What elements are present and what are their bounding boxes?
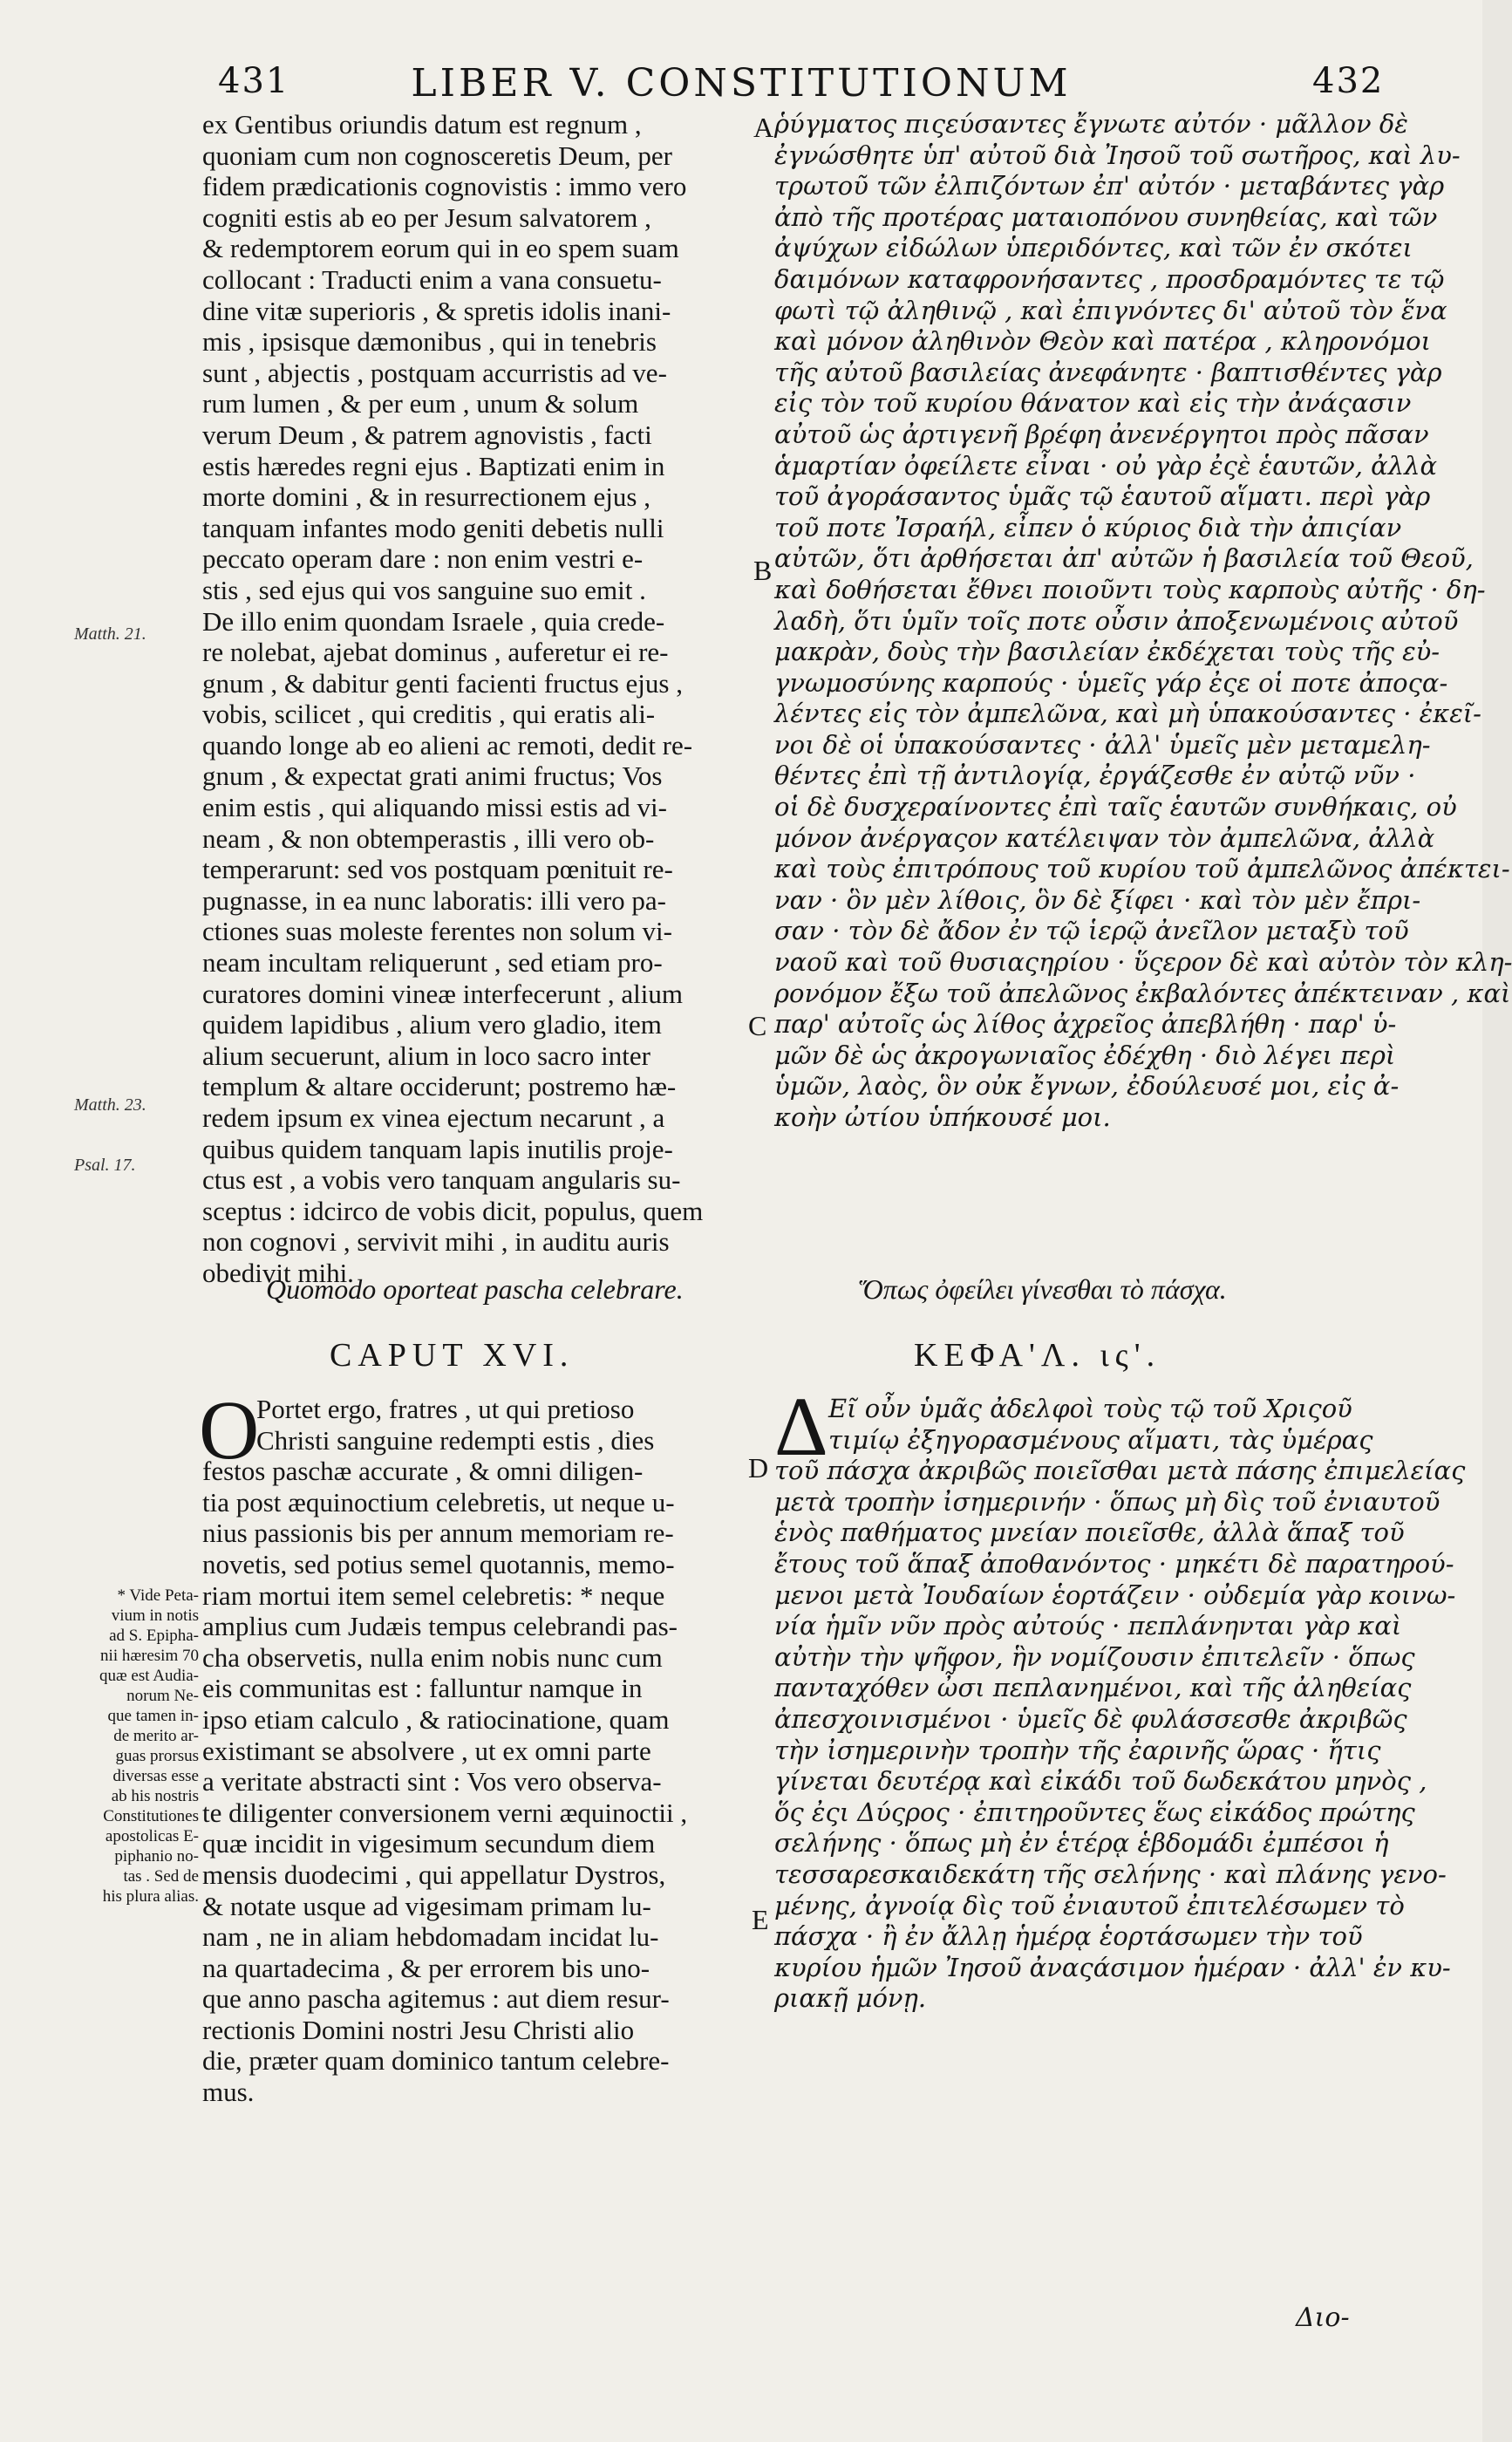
- drop-cap-greek: Δ: [774, 1380, 828, 1473]
- latin-line: ctiones suas moleste ferentes non solum vi-: [202, 916, 672, 947]
- greek-line: ἀπὸ τῆς προτέρας ματαιοπόνου συνηθείας, καὶ τῶν: [774, 201, 1438, 232]
- latin-chapter-line: nius passionis bis per annum memoriam re-: [202, 1518, 674, 1549]
- latin-line: verum Deum , & patrem agnovistis , facti: [202, 419, 652, 450]
- greek-line: δαιμόνων καταφρονήσαντες , προσδραμόντες τε τῷ: [774, 263, 1445, 294]
- greek-line: νοι δὲ οἱ ὑπακούσαντες · ἀλλ' ὑμεῖς μὲν μεταμελη-: [774, 729, 1431, 760]
- footnote-line: de merito ar-: [113, 1727, 199, 1745]
- subtitle-greek: Ὅπως ὀφείλει γίνεσθαι τὸ πάσχα.: [859, 1273, 1227, 1305]
- latin-line: morte domini , & in resurrectionem ejus ,: [202, 481, 650, 513]
- greek-chapter-line: αὐτὴν τὴν ψῆφον, ἣν νομίζουσιν ἐπιτελεῖν · ὅπως: [774, 1641, 1415, 1672]
- latin-line: quibus quidem tanquam lapis inutilis proje-: [202, 1133, 673, 1164]
- latin-chapter-line: tia post æquinoctium celebretis, ut neque u-: [202, 1486, 675, 1518]
- latin-line: curatores domini vineæ interfecerunt , alium: [202, 978, 683, 1009]
- latin-line: quidem lapidibus , alium vero gladio, item: [202, 1009, 662, 1040]
- latin-chapter-line: Christi sanguine redempti estis , dies: [256, 1424, 655, 1456]
- greek-chapter-line: μένης, ἀγνοίᾳ δὶς τοῦ ἐνιαυτοῦ ἐπιτελέσωμεν τὸ: [774, 1890, 1405, 1920]
- footnote-line: nii hæresim 70: [100, 1647, 199, 1665]
- greek-column: [774, 109, 1512, 1134]
- section-marker-e: E: [752, 1904, 769, 1935]
- latin-column: [202, 109, 752, 1289]
- greek-line: μακρὰν, δοὺς τὴν βασιλείαν ἐκδέχεται τοὺς τῆς εὐ-: [774, 637, 1440, 667]
- footnote-line: quæ est Audia-: [99, 1667, 199, 1685]
- latin-line: enim estis , qui aliquando missi estis ad vi-: [202, 792, 667, 823]
- greek-line: ναν · ὃν μὲν λίθοις, ὃν δὲ ξίφει · καὶ τὸν μὲν ἔπρι-: [774, 884, 1421, 915]
- latin-line: collocant : Traducti enim a vana consuetu-: [202, 263, 662, 295]
- footnote-line: * Vide Peta-: [117, 1586, 199, 1605]
- greek-chapter-line: νία ἡμῖν νῦν πρὸς αὐτούς · πεπλάνηνται γὰρ καὶ: [774, 1611, 1402, 1641]
- latin-line: De illo enim quondam Israele , quia crede-: [202, 605, 665, 637]
- greek-chapter-line: σελήνης · ὅπως μὴ ἐν ἑτέρᾳ ἑβδομάδι ἐμπέσοι ἡ: [774, 1828, 1389, 1859]
- greek-line: λαδὴ, ὅτι ὑμῖν τοῖς ποτε οὖσιν ἀποξενωμένοις αὐτοῦ: [774, 605, 1459, 636]
- latin-line: tanquam infantes modo geniti debetis nulli: [202, 512, 664, 543]
- latin-line: dine vitæ superioris , & spretis idolis inani-: [202, 295, 671, 326]
- latin-line: neam incultam reliquerunt , sed etiam pro-: [202, 947, 663, 979]
- greek-line: καὶ τοὺς ἐπιτρόπους τοῦ κυρίου τοῦ ἀμπελῶνος ἀπέκτει-: [774, 854, 1510, 884]
- greek-line: θέντες ἐπὶ τῇ ἀντιλογίᾳ, ἐργάζεσθε ἐν αὐτῷ νῦν ·: [774, 761, 1416, 791]
- latin-chapter-line: ipso etiam calculo , & ratiocinatione, quam: [202, 1703, 670, 1735]
- latin-chapter-line: mensis duodecimi , qui appellatur Dystros,: [202, 1859, 666, 1890]
- footnote-line: vium in notis: [111, 1606, 199, 1625]
- latin-chapter-line: rectionis Domini nostri Jesu Christi alio: [202, 2014, 635, 2045]
- greek-chapter-line: ἔτους τοῦ ἅπαξ ἀποθανόντος · μηκέτι δὲ παρατηρού-: [774, 1548, 1454, 1579]
- latin-line: non cognovi , servivit mihi , in auditu auris: [202, 1226, 670, 1258]
- greek-line: ῥύγματος πιςεύσαντες ἔγνωτε αὐτόν · μᾶλλον δὲ: [774, 109, 1408, 139]
- latin-line: peccato operam dare : non enim vestri e-: [202, 543, 644, 575]
- latin-line: alium secuerunt, alium in loco sacro inter: [202, 1040, 650, 1071]
- margin-ref-matth-23: Matth. 23.: [74, 1095, 146, 1115]
- latin-chapter-line: na quartadecima , & per errorem bis uno-: [202, 1952, 650, 1983]
- latin-line: obedivit mihi.: [202, 1257, 354, 1288]
- latin-chapter-line: & notate usque ad vigesimam primam lu-: [202, 1890, 651, 1921]
- latin-line: mis , ipsisque dæmonibus , qui in tenebris: [202, 326, 657, 358]
- footnote-line: apostolicas E-: [105, 1827, 199, 1845]
- latin-chapter-line: nam , ne in aliam hebdomadam incidat lu-: [202, 1921, 659, 1953]
- latin-line: ex Gentibus oriundis datum est regnum ,: [202, 109, 642, 140]
- latin-chapter-line: eis communitas est : falluntur namque in: [202, 1673, 643, 1704]
- latin-line: pugnasse, in ea nunc laboratis: illi vero pa-: [202, 884, 667, 916]
- latin-chapter-line: que anno pascha agitemus : aut diem resur-: [202, 1983, 670, 2015]
- greek-line: ἁμαρτίαν ὀφείλετε εἶναι · οὐ γὰρ ἐςὲ ἑαυτῶν, ἀλλὰ: [774, 450, 1438, 481]
- greek-line: τρωτοῦ τῶν ἐλπιζόντων ἐπ' αὐτόν · μεταβάντες γὰρ: [774, 171, 1445, 201]
- greek-line: καὶ μόνον ἀληθινὸν Θεὸν καὶ πατέρα , κληρονόμοι: [774, 326, 1431, 357]
- footnote-line: que tamen in-: [107, 1707, 199, 1725]
- latin-line: templum & altare occiderunt; postremo hæ-: [202, 1071, 677, 1102]
- latin-line: sunt , abjectis , postquam accurristis ad ve-: [202, 357, 667, 388]
- footnote-line: norum Ne-: [126, 1687, 199, 1705]
- latin-chapter-line: quæ incidit in vigesimum secundum diem: [202, 1828, 656, 1859]
- greek-line: ναοῦ καὶ τοῦ θυσιαςηρίου · ὕςερον δὲ καὶ αὐτὸν τὸν κλη-: [774, 947, 1512, 978]
- section-marker-a: A: [753, 112, 774, 143]
- greek-line: ρονόμον ἔξω τοῦ ἀπελῶνος ἐκβαλόντες ἀπέκτειναν , καὶ: [774, 978, 1511, 1008]
- latin-chapter-line: te diligenter conversionem verni æquinoctii ,: [202, 1797, 688, 1828]
- latin-chapter-line: novetis, sed potius semel quotannis, memo-: [202, 1548, 675, 1579]
- latin-line: quoniam cum non cognosceretis Deum, per: [202, 140, 672, 171]
- latin-chapter-line: mus.: [202, 2077, 255, 2108]
- footnote-line: tas . Sed de: [123, 1867, 199, 1886]
- greek-chapter-line: τὴν ἰσημερινὴν τροπὴν τῆς ἐαρινῆς ὥρας · ἥτις: [774, 1735, 1381, 1765]
- latin-line: quando longe ab eo alieni ac remoti, dedit re-: [202, 729, 693, 761]
- latin-chapter-line: amplius cum Judæis tempus celebrandi pas-: [202, 1611, 678, 1642]
- section-marker-b: B: [753, 555, 773, 586]
- greek-line: ἀψύχων εἰδώλων ὑπεριδόντες, καὶ τῶν ἐν σκότει: [774, 233, 1413, 263]
- greek-line: τῆς αὐτοῦ βασιλείας ἀνεφάνητε · βαπτισθέντες γὰρ: [774, 357, 1442, 387]
- catchword: Διο-: [1296, 2302, 1350, 2333]
- drop-cap-latin: O: [199, 1383, 260, 1477]
- latin-chapter-line: die, præter quam dominico tantum celebre-: [202, 2045, 670, 2077]
- latin-line: gnum , & expectat grati animi fructus; Vos: [202, 761, 663, 792]
- greek-line: οἱ δὲ δυσχεραίνοντες ἐπὶ ταῖς ἑαυτῶν συνθήκαις, οὐ: [774, 792, 1457, 822]
- latin-line: fidem prædicationis cognovistis : immo vero: [202, 171, 687, 202]
- greek-chapter-line: Εῖ οὖν ὑμᾶς ἀδελφοὶ τοὺς τῷ τοῦ Χριςοῦ: [828, 1394, 1352, 1423]
- greek-chapter-line: ὅς ἐςι Δύςρος · ἐπιτηροῦντες ἕως εἰκάδος πρώτης: [774, 1797, 1415, 1827]
- greek-line: αὐτοῦ ὡς ἀρτιγενῆ βρέφη ἀνενέργητοι πρὸς πᾶσαν: [774, 419, 1429, 449]
- greek-chapter-line: μενοι μετὰ Ἰουδαίων ἑορτάζειν · οὐδεμία γὰρ κοινω-: [774, 1579, 1456, 1610]
- greek-chapter-line: πάσχα · ἢ ἐν ἄλλῃ ἡμέρᾳ ἑορτάσωμεν τὴν τοῦ: [774, 1921, 1363, 1952]
- latin-chapter-line: riam mortui item semel celebretis: * neque: [202, 1579, 665, 1611]
- greek-line: ἐγνώσθητε ὑπ' αὐτοῦ διὰ Ἰησοῦ τοῦ σωτῆρος, καὶ λυ-: [774, 140, 1461, 170]
- greek-line: μόνον ἀνέργαςον κατέλειψαν τὸν ἀμπελῶνα, ἀλλὰ: [774, 822, 1435, 853]
- margin-ref-matth-21: Matth. 21.: [74, 624, 146, 644]
- latin-line: gnum , & dabitur genti facienti fructus ejus ,: [202, 667, 683, 699]
- latin-line: temperarunt: sed vos postquam pœnituit re-: [202, 854, 673, 885]
- greek-line: τοῦ ἀγοράσαντος ὑμᾶς τῷ ἑαυτοῦ αἵματι. περὶ γὰρ: [774, 481, 1431, 512]
- latin-line: cogniti estis ab eo per Jesum salvatorem ,: [202, 201, 651, 233]
- latin-chapter-line: cha observetis, nulla enim nobis nunc cum: [202, 1641, 663, 1673]
- greek-line: ὑμῶν, λαὸς, ὃν οὐκ ἔγνων, ἐδούλευσέ μοι, εἰς ἀ-: [774, 1071, 1400, 1102]
- page-number-right: 432: [1312, 61, 1385, 101]
- greek-chapter-line: ριακῇ μόνῃ.: [774, 1983, 927, 2014]
- greek-line: αὐτῶν, ὅτι ἀρθήσεται ἀπ' αὐτῶν ἡ βασιλεία τοῦ Θεοῦ,: [774, 543, 1474, 574]
- greek-line: λέντες εἰς τὸν ἀμπελῶνα, καὶ μὴ ὑπακούσαντες · ἐκεῖ-: [774, 699, 1481, 729]
- running-head: LIBER V. CONSTITUTIONUM: [411, 61, 1072, 106]
- greek-line: κοὴν ὠτίου ὑπήκουσέ μοι.: [774, 1102, 1111, 1132]
- latin-line: & redemptorem eorum qui in eo spem suam: [202, 233, 679, 264]
- section-marker-c: C: [748, 1010, 767, 1041]
- latin-line: sceptus : idcirco de vobis dicit, populus, quem: [202, 1195, 704, 1226]
- greek-chapter-line: ἀπεσχοινισμένοι · ὑμεῖς δὲ φυλάσσεσθε ἀκριβῶς: [774, 1703, 1407, 1734]
- latin-line: vobis, scilicet , qui creditis , qui eratis ali-: [202, 699, 656, 730]
- footnote-line: his plura alias.: [102, 1887, 199, 1906]
- latin-line: neam , & non obtemperastis , illi vero ob-: [202, 822, 655, 854]
- chapter-heading-greek: ΚΕΦΑ'Λ. ις'.: [914, 1337, 1161, 1374]
- latin-line: rum lumen , & per eum , unum & solum: [202, 388, 639, 420]
- latin-line: stis , sed ejus qui vos sanguine suo emit .: [202, 574, 646, 605]
- greek-chapter-line: τοῦ πάσχα ἀκριβῶς ποιεῖσθαι μετὰ πάσης ἐπιμελείας: [774, 1456, 1466, 1486]
- latin-line: redem ipsum ex vinea ejectum necarunt , a: [202, 1102, 665, 1133]
- page-number-left: 431: [218, 61, 290, 101]
- greek-line: παρ' αὐτοῖς ὡς λίθος ἀχρεῖος ἀπεβλήθη · παρ' ὑ-: [774, 1009, 1397, 1040]
- greek-line: σαν · τὸν δὲ ἄδον ἐν τῷ ἱερῷ ἀνεῖλον μεταξὺ τοῦ: [774, 916, 1409, 946]
- latin-chapter-text: [202, 1394, 752, 2108]
- latin-chapter-line: a veritate abstracti sint : Vos vero observa-: [202, 1766, 662, 1797]
- latin-chapter-line: Portet ergo, fratres , ut qui pretioso: [256, 1394, 635, 1424]
- latin-line: ctus est , a vobis vero tanquam angularis su-: [202, 1164, 681, 1196]
- latin-chapter-line: festos paschæ accurate , & omni diligen-: [202, 1456, 644, 1487]
- greek-line: μῶν δὲ ὡς ἀκρογωνιαῖος ἐδέχθη · διὸ λέγει περὶ: [774, 1040, 1396, 1070]
- subtitle-latin: Quomodo oporteat pascha celebrare.: [266, 1273, 684, 1305]
- greek-chapter-line: γίνεται δευτέρᾳ καὶ εἰκάδι τοῦ δωδεκάτου μηνὸς ,: [774, 1766, 1427, 1797]
- footnote-line: ad S. Epipha-: [109, 1627, 199, 1645]
- greek-chapter-line: τεσσαρεσκαιδεκάτη τῆς σελήνης · καὶ πλάνης γενο-: [774, 1859, 1447, 1889]
- margin-ref-psal-17: Psal. 17.: [74, 1156, 136, 1175]
- greek-chapter-line: μετὰ τροπὴν ἰσημερινήν · ὅπως μὴ δὶς τοῦ ἐνιαυτοῦ: [774, 1486, 1440, 1517]
- footnote-line: ab his nostris: [111, 1787, 199, 1805]
- greek-chapter-line: τιμίῳ ἐξηγορασμένους αἵματι, τὰς ὑμέρας: [828, 1424, 1373, 1455]
- section-marker-d: D: [748, 1452, 769, 1484]
- greek-line: καὶ δοθήσεται ἔθνει ποιοῦντι τοὺς καρποὺς αὐτῆς · δη-: [774, 574, 1486, 604]
- latin-line: estis hæredes regni ejus . Baptizati enim in: [202, 450, 665, 481]
- greek-chapter-line: ἑνὸς παθήματος μνείαν ποιεῖσθε, ἀλλὰ ἅπαξ τοῦ: [774, 1518, 1405, 1548]
- greek-chapter-line: κυρίου ἡμῶν Ἰησοῦ ἀναςάσιμον ἡμέραν · ἀλλ' ἐν κυ-: [774, 1952, 1451, 1982]
- chapter-heading-latin: CAPUT XVI.: [330, 1337, 575, 1374]
- footnote-line: piphanio no-: [114, 1847, 199, 1866]
- greek-chapter-text: [774, 1394, 1466, 2015]
- greek-line: τοῦ ποτε Ἰσραήλ, εἶπεν ὁ κύριος διὰ τὴν ἀπιςίαν: [774, 512, 1402, 542]
- greek-line: φωτὶ τῷ ἀληθινῷ , καὶ ἐπιγνόντες δι' αὐτοῦ τὸν ἕνα: [774, 295, 1447, 325]
- latin-chapter-line: existimant se absolvere , ut ex omni parte: [202, 1735, 651, 1766]
- latin-line: re nolebat, ajebat dominus , auferetur ei re-: [202, 637, 669, 668]
- footnote-line: guas prorsus: [115, 1747, 199, 1765]
- footnote-line: Constitutiones: [103, 1807, 199, 1825]
- greek-line: εἰς τὸν τοῦ κυρίου θάνατον καὶ εἰς τὴν ἀνάςασιν: [774, 388, 1412, 419]
- greek-chapter-line: πανταχόθεν ὦσι πεπλανημένοι, καὶ τῆς ἀληθείας: [774, 1673, 1412, 1703]
- marginal-footnote: [70, 1586, 199, 1907]
- greek-line: γνωμοσύνης καρπούς · ὑμεῖς γάρ ἐςε οἱ ποτε ἀποςα-: [774, 667, 1448, 698]
- footnote-line: diversas esse: [112, 1767, 199, 1785]
